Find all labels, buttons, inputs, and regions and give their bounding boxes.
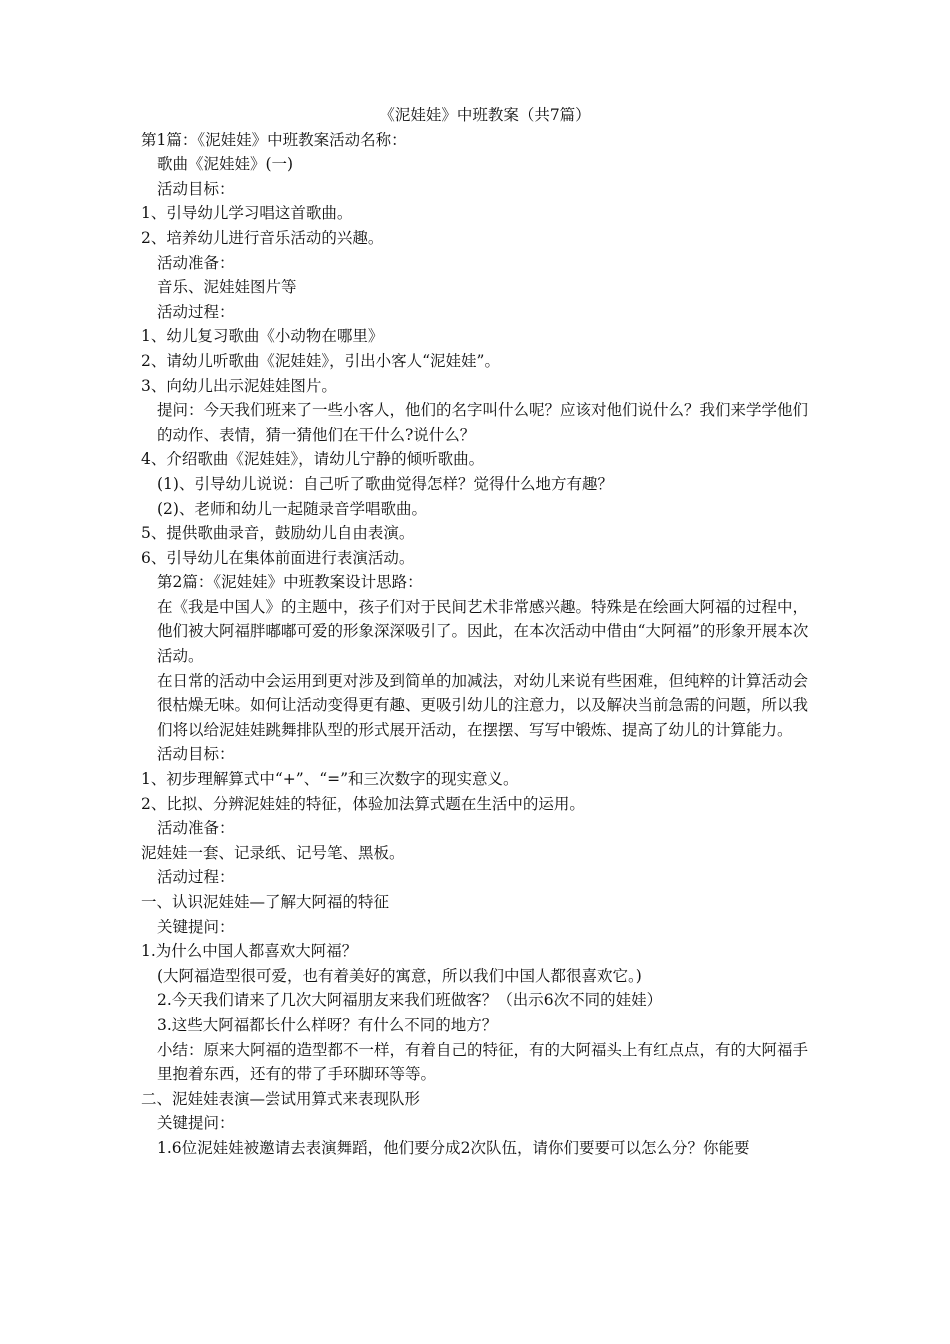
paragraph: 在《我是中国人》的主题中，孩子们对于民间艺术非常感兴趣。特殊是在绘画大阿福的过程中，他们被大阿福胖嘟嘟可爱的形象深深吸引了。因此，在本次活动中借由“大阿福”的形象开展本次活动。 [157,597,809,666]
paragraph: 3.这些大阿福都长什么样呀？有什么不同的地方？ [157,1015,498,1034]
paragraph: 5、提供歌曲录音，鼓励幼儿自由表演。 [141,524,415,543]
paragraph: 1.6位泥娃娃被邀请去表演舞蹈，他们要分成2次队伍，请你们要要可以怎么分？你能要 [157,1138,750,1157]
paragraph: 2、请幼儿听歌曲《泥娃娃》，引出小客人“泥娃娃”。 [141,351,500,370]
paragraph: 6、引导幼儿在集体前面进行表演活动。 [141,548,415,567]
paragraph: 活动准备： [157,253,235,272]
paragraph: 小结：原来大阿福的造型都不一样，有着自己的特征，有的大阿福头上有红点点，有的大阿福手里抱着东西，还有的带了手环脚环等等。 [157,1040,809,1084]
paragraph: 2、培养幼儿进行音乐活动的兴趣。 [141,228,384,247]
document-page [141,103,821,1161]
paragraph: 关键提问： [157,1114,235,1133]
paragraph: (1)、引导幼儿说说：自己听了歌曲觉得怎样？觉得什么地方有趣？ [157,474,613,493]
paragraph: 活动目标： [157,745,235,764]
paragraph: 二、泥娃娃表演—尝试用算式来表现队形 [141,1089,421,1108]
paragraph: 提问：今天我们班来了一些小客人，他们的名字叫什么呢？应该对他们说什么？我们来学学他们的动作、表情，猜一猜他们在干什么?说什么？ [157,401,809,444]
paragraph: 音乐、泥娃娃图片等 [157,278,297,297]
paragraph: 一、认识泥娃娃—了解大阿福的特征 [141,893,390,911]
paragraph: 活动准备： [157,819,235,838]
paragraph: 第1篇：《泥娃娃》中班教案活动名称： [141,130,407,149]
paragraph: 活动目标： [157,179,235,198]
document-body [141,128,821,1161]
paragraph: 2.今天我们请来了几次大阿福朋友来我们班做客？（出示6次不同的娃娃） [157,991,663,1010]
document-title: 《泥娃娃》中班教案（共7篇） [379,106,591,124]
paragraph: 1、初步理解算式中“+”、“=”和三次数字的现实意义。 [141,770,519,789]
paragraph: 活动过程： [157,302,235,321]
paragraph: (大阿福造型很可爱，也有着美好的寓意，所以我们中国人都很喜欢它。) [157,966,642,985]
paragraph: 在日常的活动中会运用到更对涉及到简单的加减法，对幼儿来说有些困难，但纯粹的计算活动会很枯燥无味。如何让活动变得更有趣、更吸引幼儿的注意力，以及解决当前急需的问题，所以我们将以给泥娃娃跳舞排队型的形式展开活动，在摆摆、写写中锻炼、提高了幼儿的计算能力。 [157,671,809,739]
paragraph: 第2篇：《泥娃娃》中班教案设计思路： [157,573,423,592]
paragraph: (2)、老师和幼儿一起随录音学唱歌曲。 [157,499,427,518]
paragraph: 4、介绍歌曲《泥娃娃》，请幼儿宁静的倾听歌曲。 [141,450,485,469]
paragraph: 1、幼儿复习歌曲《小动物在哪里》 [141,327,384,346]
paragraph: 关键提问： [157,917,235,936]
paragraph: 活动过程： [157,868,235,887]
paragraph: 3、向幼儿出示泥娃娃图片。 [141,376,337,395]
paragraph: 歌曲《泥娃娃》(一) [157,155,294,174]
paragraph: 2、比拟、分辨泥娃娃的特征，体验加法算式题在生活中的运用。 [141,794,585,813]
paragraph: 1、引导幼儿学习唱这首歌曲。 [141,204,353,223]
paragraph: 泥娃娃一套、记录纸、记号笔、黑板。 [141,843,405,862]
paragraph: 1.为什么中国人都喜欢大阿福？ [141,942,358,961]
